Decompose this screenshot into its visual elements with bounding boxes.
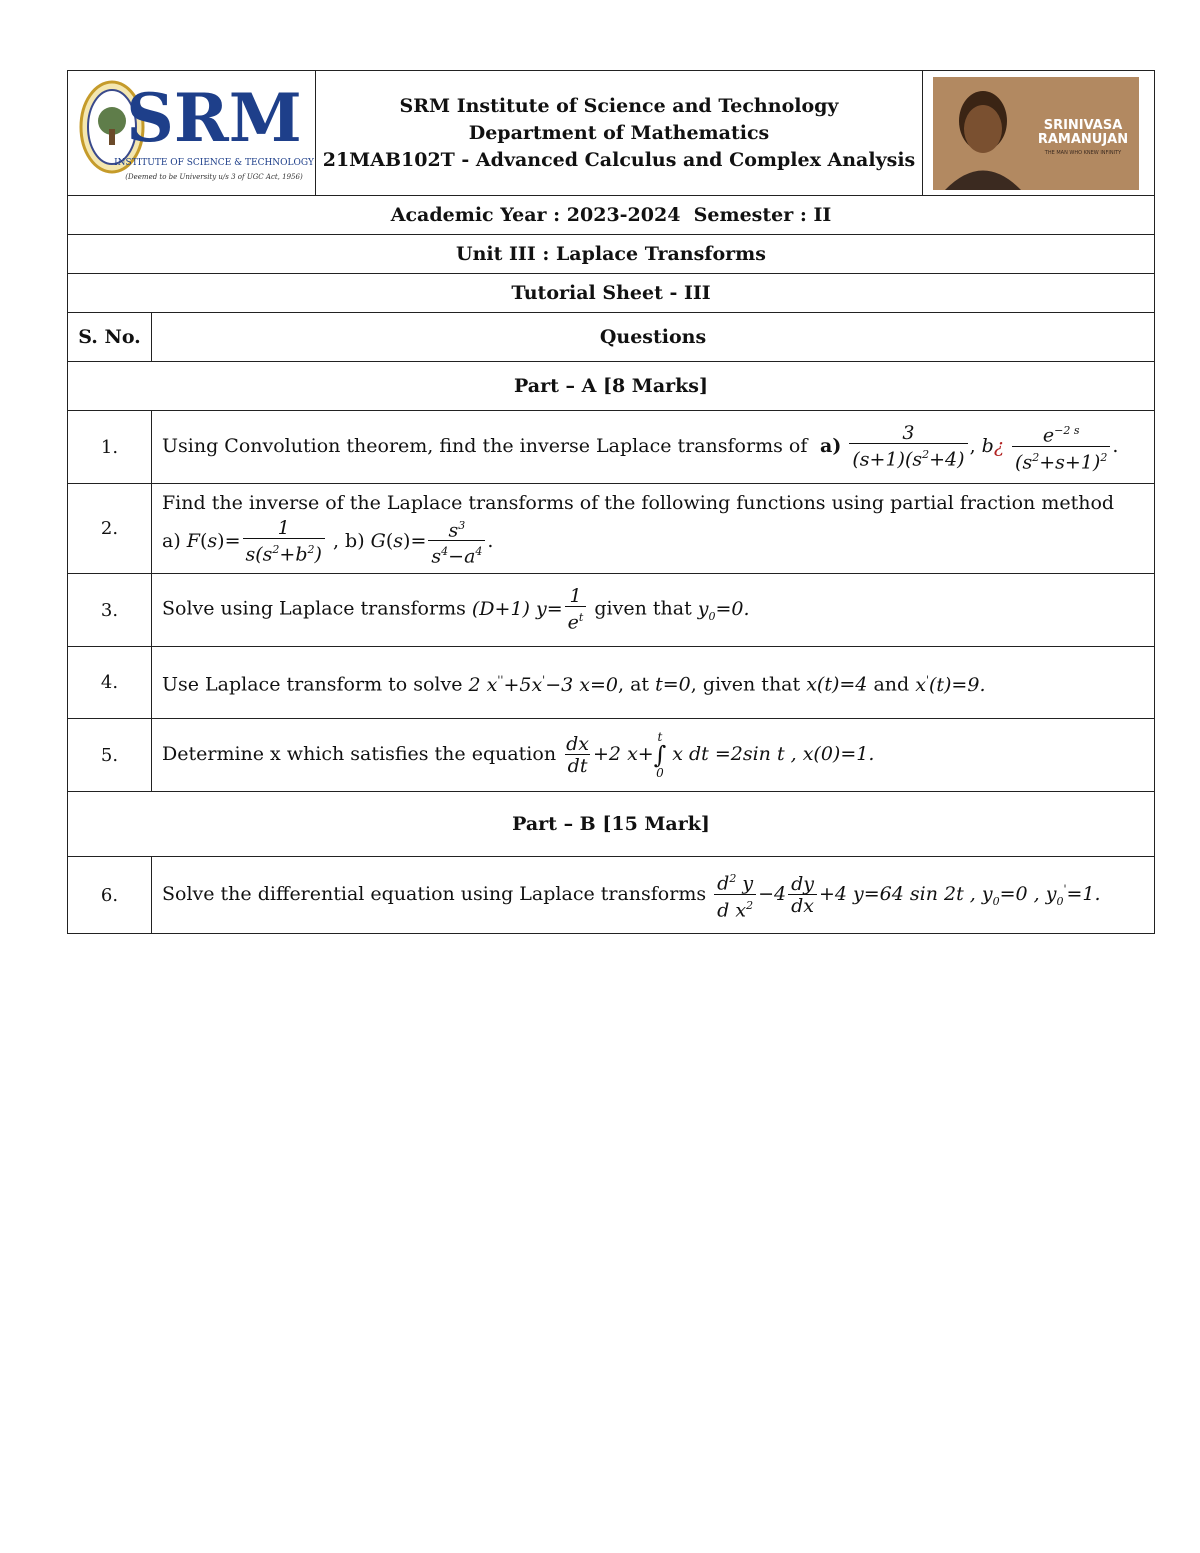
department-name: Department of Mathematics <box>468 121 770 144</box>
logo-subtitle: INSTITUTE OF SCIENCE & TECHNOLOGY <box>114 158 314 168</box>
unit-row <box>68 235 1155 274</box>
course-title: 21MAB102T - Advanced Calculus and Complex Analysis <box>322 148 916 171</box>
question-row <box>68 411 1155 484</box>
math-label: a) <box>813 435 842 457</box>
sheet-row <box>68 274 1155 313</box>
unit-title: Unit III : Laplace Transforms <box>68 235 1155 274</box>
header-row <box>68 71 1155 196</box>
photo-tagline: THE MAN WHO KNEW INFINITY <box>1044 150 1122 156</box>
question-6-text: Solve the differential equation using Laplace transforms <box>162 883 707 905</box>
question-text <box>152 857 1155 934</box>
math-expression: $\frac{d^2 y}{d x^2}$ −4 $\frac{dy}{dx}$ +4 y=64 sin 2t , $y_0=0$ , $y_0'=1$. <box>712 883 1100 905</box>
part-b-title: Part – B [15 Mark] <box>68 792 1155 857</box>
part-a-row <box>68 362 1155 411</box>
question-4-text: Use Laplace transform to solve <box>162 673 463 696</box>
question-row <box>68 574 1155 647</box>
question-number: 3. <box>68 574 152 647</box>
math-label: b <box>975 435 994 457</box>
question-text: Using Convolution theorem, find the inverse Laplace transforms of a) $\frac{3}{(s+1)(s^2+4)}$ , b¿ $\frac{e^{-2 s}}{(s^2+s+1)^2}$ . <box>152 411 1155 484</box>
photo-cell <box>923 71 1155 196</box>
question-row <box>68 857 1155 934</box>
question-row <box>68 484 1155 574</box>
institution-block <box>316 71 923 196</box>
academic-row <box>68 196 1155 235</box>
part-b-row <box>68 792 1155 857</box>
academic-year: Academic Year : 2023-2024 Semester : II <box>68 196 1155 235</box>
logo-cell <box>68 71 316 196</box>
math-expression: (D+1) y= $\frac{1}{e^t}$ <box>472 598 588 620</box>
part-a-title: Part – A [8 Marks] <box>68 362 1155 411</box>
sheet-title: Tutorial Sheet - III <box>68 274 1155 313</box>
math-expression: 2 x''+5x'−3 x=0 <box>468 673 618 696</box>
photo-caption-2: RAMANUJAN <box>1037 132 1129 147</box>
photo-caption-1: SRINIVASA <box>1043 118 1123 133</box>
question-row <box>68 647 1155 719</box>
question-4-tail-2: , given that <box>690 673 801 696</box>
logo-text: SRM <box>126 79 302 157</box>
math-expression: a) F(s)= $\frac{1}{s(s^2+b^2)}$ , b) G(s)= $\frac{s^3}{s^4-a^4}$ . <box>162 516 494 568</box>
question-4-and: and <box>873 673 910 696</box>
srm-logo <box>68 71 316 191</box>
question-3-text: Solve using Laplace transforms <box>162 597 466 620</box>
question-3-tail: given that <box>594 597 692 620</box>
tutorial-table <box>67 70 1155 934</box>
question-text <box>152 719 1155 792</box>
question-number: 2. <box>68 484 152 574</box>
math-fraction: $\frac{3}{(s+1)(s^2+4)}$ <box>849 423 967 470</box>
math-expression: $y_0=0$. <box>697 597 750 623</box>
ramanujan-portrait <box>923 71 1153 191</box>
math-fraction: $\frac{e^{-2 s}}{(s^2+s+1)^2}$ <box>1012 421 1110 473</box>
question-4-tail: , at <box>617 673 650 696</box>
math-expression: t=0 <box>655 673 691 696</box>
question-text <box>152 647 1155 719</box>
questions-header: Questions <box>152 313 1155 362</box>
question-text <box>152 484 1155 574</box>
institute-name: SRM Institute of Science and Technology <box>399 94 839 117</box>
question-row <box>68 719 1155 792</box>
column-header-row <box>68 313 1155 362</box>
question-1-text: Using Convolution theorem, find the inverse Laplace transforms of <box>162 435 808 457</box>
math-expression: x(t)=4 <box>806 673 868 696</box>
question-number: 4. <box>68 647 152 719</box>
math-expression: $\frac{dx}{dt}$ +2 x+ t ∫ 0 x dt =2sin t , x(0)=1. <box>566 730 875 780</box>
question-5-text: Determine x which satisfies the equation <box>162 743 557 765</box>
math-expression: x'(t)=9. <box>915 673 986 696</box>
question-number: 6. <box>68 857 152 934</box>
question-2-text: Find the inverse of the Laplace transforms of the following functions using partial fraction method <box>162 491 1115 514</box>
question-number: 1. <box>68 411 152 484</box>
question-text <box>152 574 1155 647</box>
sno-header: S. No. <box>68 313 152 362</box>
question-number: 5. <box>68 719 152 792</box>
logo-subtitle-2: (Deemed to be University u/s 3 of UGC Act, 1956) <box>125 173 303 181</box>
math-label: ¿ <box>993 435 1004 457</box>
